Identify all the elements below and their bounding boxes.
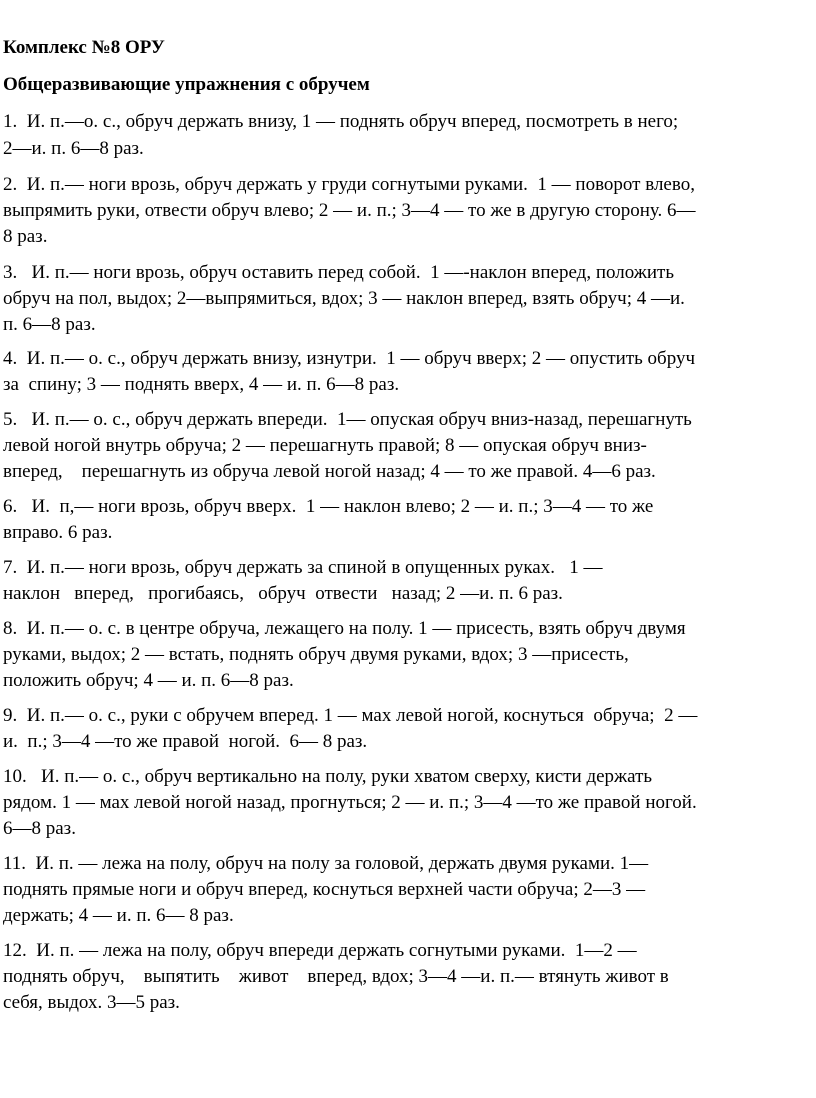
exercise-line: 11. И. п. — лежа на полу, обруч на полу за головой, держать двумя руками. 1— bbox=[3, 853, 649, 874]
exercise-line: выпрямить руки, отвести обруч влево; 2 — и. п.; 3—4 — то же в другую сторону. 6— bbox=[3, 200, 696, 221]
exercise-line: 8 раз. bbox=[3, 226, 48, 247]
exercise-line: 7. И. п.— ноги врозь, обруч держать за спиной в опущенных руках. 1 — bbox=[3, 557, 603, 578]
exercise-line: вперед, перешагнуть из обруча левой ногой назад; 4 — то же правой. 4—6 раз. bbox=[3, 461, 656, 482]
exercise-line: поднять обруч, выпятить живот вперед, вдох; 3—4 —и. п.— втянуть живот в bbox=[3, 966, 669, 987]
exercise-line: руками, выдох; 2 — встать, поднять обруч двумя руками, вдох; 3 —присесть, bbox=[3, 644, 629, 665]
exercise-line: положить обруч; 4 — и. п. 6—8 раз. bbox=[3, 670, 294, 691]
exercise-line: и. п.; 3—4 —то же правой ногой. 6— 8 раз. bbox=[3, 731, 368, 752]
exercise-line: 6—8 раз. bbox=[3, 818, 76, 839]
exercise-line: себя, выдох. 3—5 раз. bbox=[3, 992, 180, 1013]
exercise-line: 6. И. п,— ноги врозь, обруч вверх. 1 — наклон влево; 2 — и. п.; 3—4 — то же bbox=[3, 496, 654, 517]
page-subtitle: Общеразвивающие упражнения с обручем bbox=[3, 74, 370, 95]
exercise-line: 9. И. п.— о. с., руки с обручем вперед. 1 — мах левой ногой, коснуться обруча; 2 — bbox=[3, 705, 698, 726]
exercise-line: наклон вперед, прогибаясь, обруч отвести назад; 2 —и. п. 6 раз. bbox=[3, 583, 563, 604]
exercise-line: 12. И. п. — лежа на полу, обруч впереди держать согнутыми руками. 1—2 — bbox=[3, 940, 637, 961]
exercise-line: 8. И. п.— о. с. в центре обруча, лежащего на полу. 1 — присесть, взять обруч двумя bbox=[3, 618, 686, 639]
exercise-line: 2—и. п. 6—8 раз. bbox=[3, 138, 144, 159]
exercise-line: 1. И. п.—о. с., обруч держать внизу, 1 — поднять обруч вперед, посмотреть в него; bbox=[3, 111, 679, 132]
exercise-line: обруч на пол, выдох; 2—выпрямиться, вдох; 3 — наклон вперед, взять обруч; 4 —и. bbox=[3, 288, 685, 309]
exercise-line: п. 6—8 раз. bbox=[3, 314, 96, 335]
exercise-line: поднять прямые ноги и обруч вперед, коснуться верхней части обруча; 2—3 — bbox=[3, 879, 646, 900]
exercise-line: 4. И. п.— о. с., обруч держать внизу, изнутри. 1 — обруч вверх; 2 — опустить обруч bbox=[3, 348, 696, 369]
exercise-line: вправо. 6 раз. bbox=[3, 522, 113, 543]
exercise-line: 5. И. п.— о. с., обруч держать впереди. 1— опуская обруч вниз-назад, перешагнуть bbox=[3, 409, 692, 430]
exercise-line: 2. И. п.— ноги врозь, обруч держать у груди согнутыми руками. 1 — поворот влево, bbox=[3, 174, 695, 195]
exercise-line: левой ногой внутрь обруча; 2 — перешагнуть правой; 8 — опуская обруч вниз- bbox=[3, 435, 647, 456]
exercise-line: за спину; 3 — поднять вверх, 4 — и. п. 6—8 раз. bbox=[3, 374, 400, 395]
exercise-line: 3. И. п.— ноги врозь, обруч оставить перед собой. 1 —-наклон вперед, положить bbox=[3, 262, 675, 283]
exercise-line: держать; 4 — и. п. 6— 8 раз. bbox=[3, 905, 234, 926]
exercise-line: рядом. 1 — мах левой ногой назад, прогнуться; 2 — и. п.; 3—4 —то же правой ногой. bbox=[3, 792, 697, 813]
exercise-line: 10. И. п.— о. с., обруч вертикально на полу, руки хватом сверху, кисти держать bbox=[3, 766, 653, 787]
page-title: Комплекс №8 ОРУ bbox=[3, 37, 165, 58]
